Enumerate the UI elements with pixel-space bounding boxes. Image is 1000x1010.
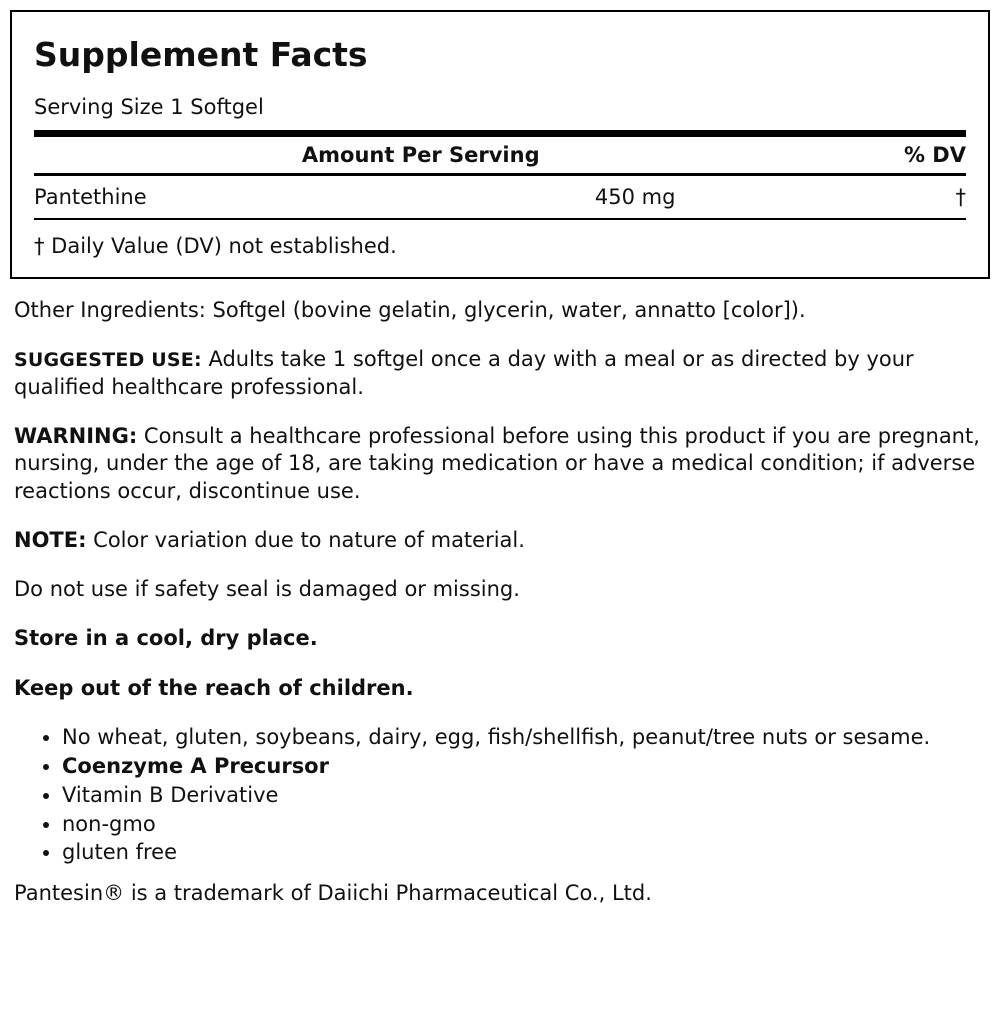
supplement-label-page — [0, 10, 1000, 1010]
supplement-facts-title: Supplement Facts — [34, 35, 368, 74]
divider-thick-top — [34, 130, 966, 137]
table-row — [34, 176, 966, 218]
suggested-use-label: SUGGESTED USE: — [14, 349, 202, 372]
safety-seal-text: Do not use if safety seal is damaged or missing. — [14, 577, 520, 602]
warning-label: WARNING: — [14, 423, 138, 448]
nutrient-name: Pantethine — [34, 184, 147, 209]
keep-out-of-reach-warning: Keep out of the reach of children. — [14, 675, 414, 700]
supplement-facts-rows — [34, 176, 966, 218]
suggested-use-paragraph — [14, 346, 986, 401]
claims-bullet-list — [14, 724, 986, 866]
nutrient-amount: 450 mg — [594, 184, 676, 209]
trademark-notice: Pantesin® is a trademark of Daiichi Pharmaceutical Co., Ltd. — [14, 881, 652, 906]
label-body-copy — [10, 297, 990, 907]
storage-instruction: Store in a cool, dry place. — [14, 626, 318, 651]
list-item: • Coenzyme A Precursor — [62, 753, 986, 780]
table-header-row — [34, 137, 966, 173]
warning-text: Consult a healthcare professional before using this product if you are pregnant, nursing, under the age of 18, are taking medication or have a medical condition; if adverse reactions occur, discontinue use. — [14, 423, 980, 503]
list-item: • No wheat, gluten, soybeans, dairy, egg, fish/shellfish, peanut/tree nuts or sesame. — [62, 724, 986, 751]
nutrient-daily-value: † — [955, 184, 966, 209]
list-item: • non-gmo — [62, 811, 986, 838]
supplement-facts-table — [34, 137, 966, 173]
warning-paragraph — [14, 423, 986, 505]
list-item: • Vitamin B Derivative — [62, 782, 986, 809]
suggested-use-text: Adults take 1 softgel once a day with a meal or as directed by your qualified healthcare professional. — [14, 347, 914, 399]
note-paragraph — [14, 527, 986, 554]
divider-above-footnote — [34, 218, 966, 220]
note-text: Color variation due to nature of material. — [86, 527, 525, 552]
other-ingredients-text: Other Ingredients: Softgel (bovine gelatin, glycerin, water, annatto [color]). — [14, 298, 806, 323]
supplement-facts-panel — [10, 10, 990, 279]
list-item: • gluten free — [62, 839, 986, 866]
serving-size-text: Serving Size 1 Softgel — [34, 94, 264, 119]
daily-value-footnote: † Daily Value (DV) not established. — [34, 233, 397, 258]
header-percent-dv: % DV — [903, 142, 966, 167]
note-label: NOTE: — [14, 527, 87, 552]
header-amount-per-serving: Amount Per Serving — [301, 142, 540, 167]
